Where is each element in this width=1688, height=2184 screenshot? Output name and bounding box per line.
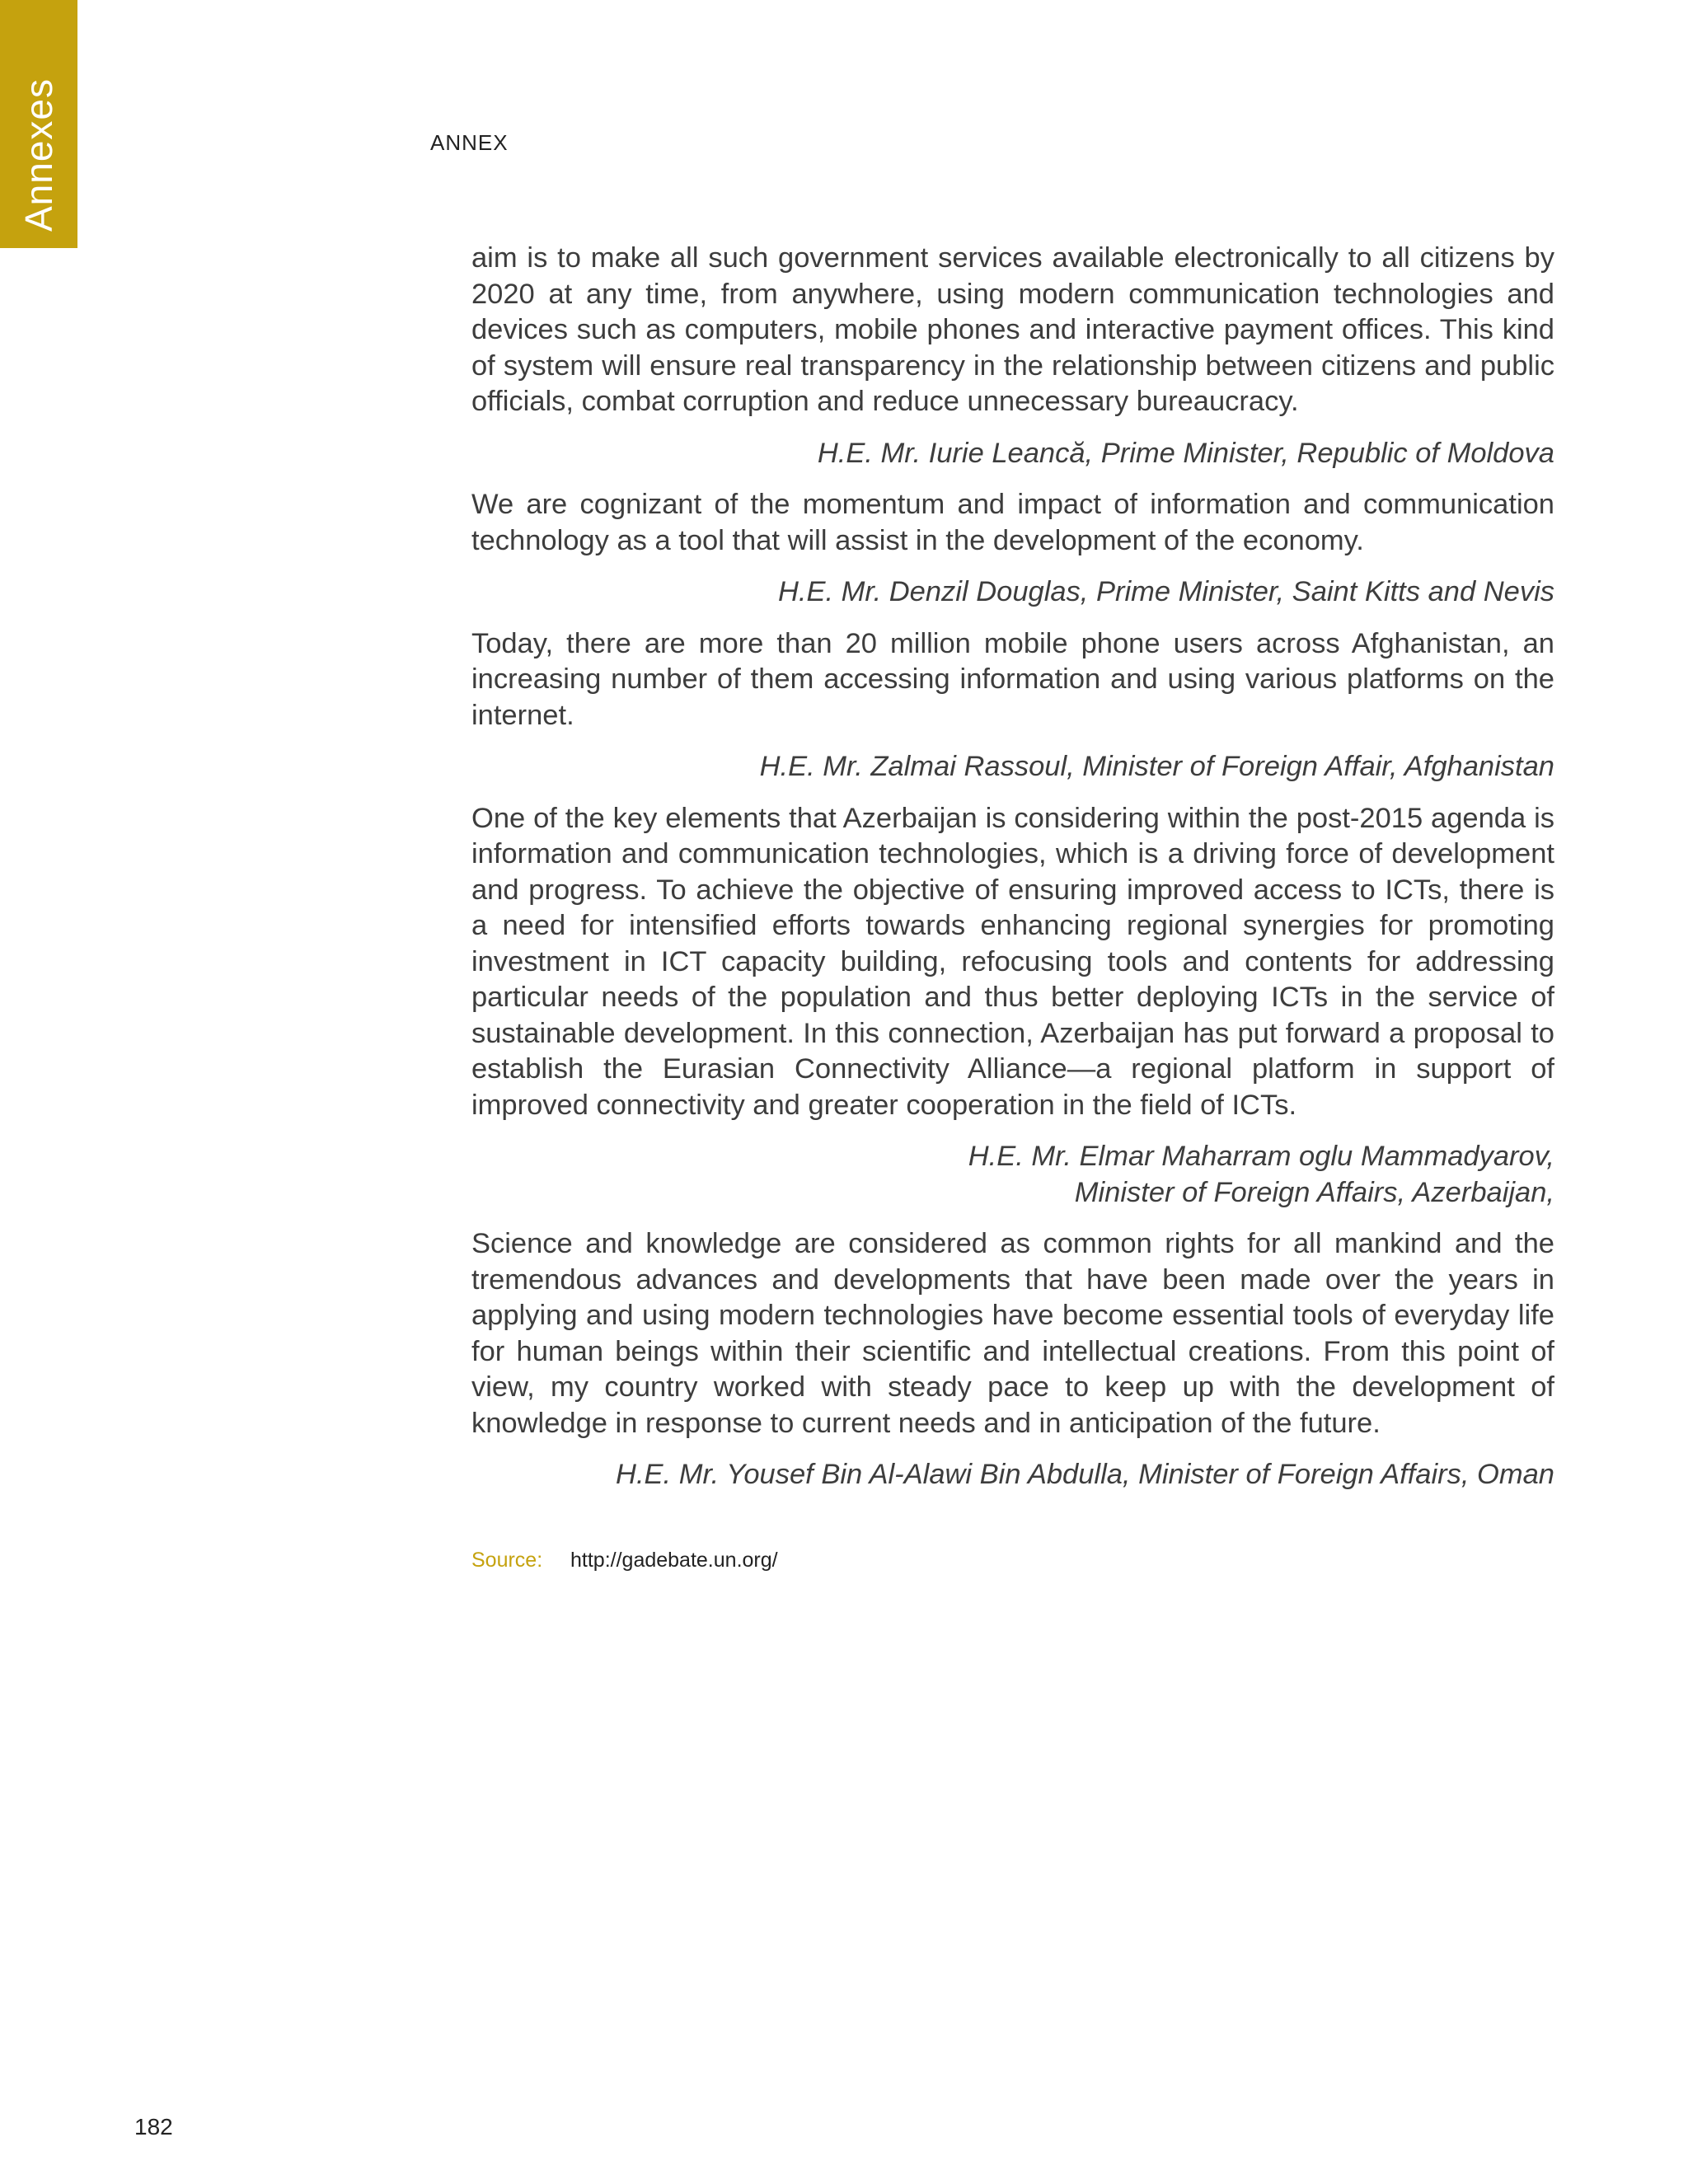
section-tab [0, 0, 77, 248]
source-note [471, 1546, 778, 1574]
attribution-line: H.E. Mr. Iurie Leancă, Prime Minister, Republic of Moldova [817, 437, 1554, 469]
quotes-column [471, 241, 1554, 1509]
section-tab-label: Annexes [17, 77, 60, 232]
attribution-line: H.E. Mr. Elmar Maharram oglu Mammadyarov, [968, 1141, 1554, 1172]
quote-text: aim is to make all such government services available electronically to all citizens by 2020 at any time, from anywhere, using modern communication technologies and devices such as computers, mobile phones and interactive payment offices. This kind of system will ensure real transparency in the relationship between citizens and public officials, combat corruption and reduce unnecessary bureaucracy. [471, 242, 1554, 417]
quote-text: One of the key elements that Azerbaijan is considering within the post-2015 agenda is information and communication technologies, which is a driving force of development and progress. To achieve the objective of ensuring improved access to ICTs, there is a need for intensified efforts towards enhancing regional synergies for promoting investment in ICT capacity building, refocusing tools and contents for addressing particular needs of the population and thus better deploying ICTs in the service of sustainable development. In this connection, Azerbaijan has put forward a proposal to establish the Eurasian Connectivity Alliance—a regional platform in support of improved connectivity and greater cooperation in the field of ICTs. [471, 802, 1554, 1121]
attribution-line: Minister of Foreign Affairs, Azerbaijan, [1074, 1176, 1554, 1208]
quote-attribution [471, 1139, 1554, 1211]
quote-text: Today, there are more than 20 million mobile phone users across Afghanistan, an increasing number of them accessing information and using various platforms on the internet. [471, 627, 1554, 731]
quote-attribution [471, 1457, 1554, 1493]
source-link[interactable]: http://gadebate.un.org/ [570, 1549, 778, 1572]
quote-attribution [471, 436, 1554, 472]
quote-attribution [471, 749, 1554, 785]
quote-text: We are cognizant of the momentum and impact of information and communication technology as a tool that will assist in the development of the economy. [471, 489, 1554, 556]
attribution-line: H.E. Mr. Zalmai Rassoul, Minister of Foreign Affair, Afghanistan [759, 751, 1554, 782]
running-head: ANNEX [430, 130, 509, 155]
quote-text: Science and knowledge are considered as common rights for all mankind and the tremendous advances and developments that have been made over the years in applying and using modern technologies have become essential tools of everyday life for human beings within their scientific and intellectual creations. From this point of view, my country worked with steady pace to keep up with the development of knowledge in response to current needs and in anticipation of the future. [471, 1228, 1554, 1439]
source-label: Source: [471, 1549, 543, 1572]
page-number: 182 [134, 2114, 173, 2139]
attribution-line: H.E. Mr. Denzil Douglas, Prime Minister, Saint Kitts and Nevis [777, 576, 1554, 607]
quote-attribution [471, 574, 1554, 611]
attribution-line: H.E. Mr. Yousef Bin Al-Alawi Bin Abdulla, Minister of Foreign Affairs, Oman [616, 1459, 1554, 1490]
